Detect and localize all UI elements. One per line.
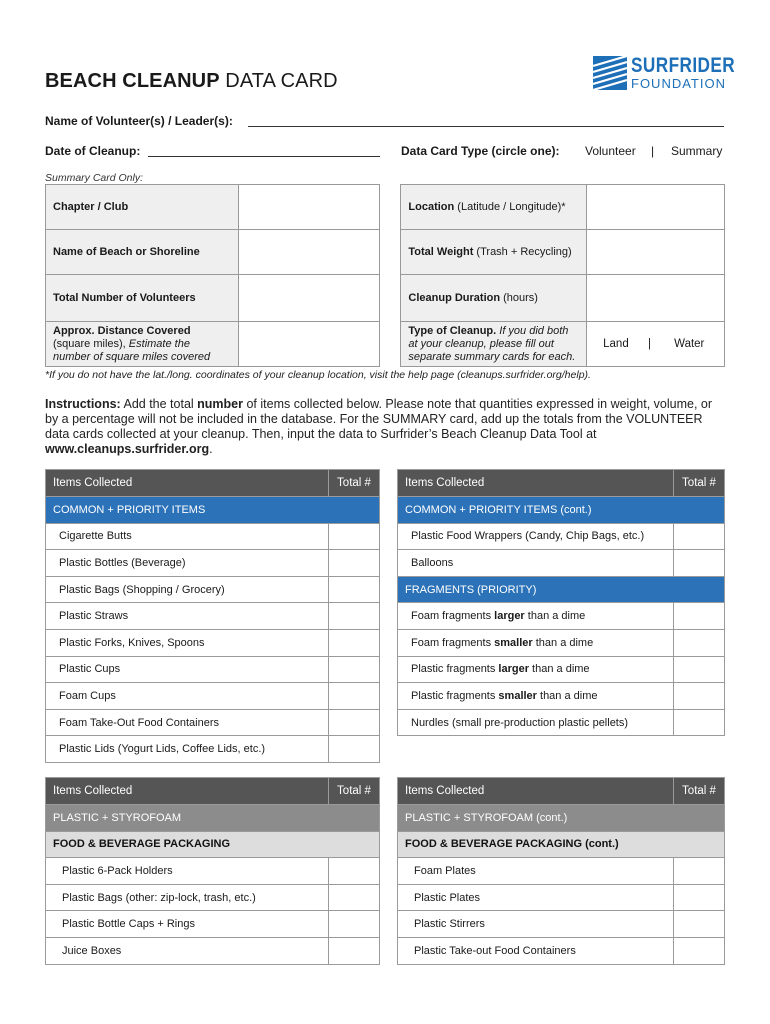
page-title: BEACH CLEANUP DATA CARD xyxy=(45,70,338,92)
total-field[interactable] xyxy=(674,709,725,736)
item-label: Balloons xyxy=(398,550,674,577)
total-field[interactable] xyxy=(329,736,380,763)
item-label: Plastic Bags (Shopping / Grocery) xyxy=(46,576,329,603)
items-table-plastic xyxy=(45,777,380,965)
items-header: Items Collected xyxy=(398,778,674,805)
item-label: Plastic Food Wrappers (Candy, Chip Bags, etc.) xyxy=(398,523,674,550)
category-fragments: FRAGMENTS (PRIORITY) xyxy=(398,576,725,603)
summary-grid xyxy=(45,184,725,367)
item-label: Foam Take-Out Food Containers xyxy=(46,709,329,736)
volunteers-field[interactable] xyxy=(238,275,380,322)
item-label: Nurdles (small pre-production plastic pellets) xyxy=(398,709,674,736)
total-field[interactable] xyxy=(329,858,380,885)
items-header: Items Collected xyxy=(46,778,329,805)
date-label: Date of Cleanup: xyxy=(45,144,141,158)
category-plastic-cont: PLASTIC + STYROFOAM (cont.) xyxy=(398,805,725,832)
item-label: Plastic Lids (Yogurt Lids, Coffee Lids, etc.) xyxy=(46,736,329,763)
beach-label: Name of Beach or Shoreline xyxy=(46,230,239,275)
item-label: Plastic Stirrers xyxy=(398,911,674,938)
total-field[interactable] xyxy=(329,523,380,550)
volunteers-label: Total Number of Volunteers xyxy=(46,275,239,322)
duration-label: Cleanup Duration (hours) xyxy=(401,275,587,322)
item-label: Plastic 6-Pack Holders xyxy=(46,858,329,885)
items-table-plastic-cont xyxy=(397,777,725,965)
footnote: *If you do not have the lat./long. coordinates of your cleanup location, visit the help page (cleanups.surfrider.org/help). xyxy=(45,369,591,381)
distance-field[interactable] xyxy=(238,322,380,367)
category-common-cont: COMMON + PRIORITY ITEMS (cont.) xyxy=(398,497,725,524)
total-field[interactable] xyxy=(329,683,380,710)
beach-field[interactable] xyxy=(238,230,380,275)
item-label: Juice Boxes xyxy=(46,937,329,964)
total-field[interactable] xyxy=(674,523,725,550)
item-label: Plastic fragments smaller than a dime xyxy=(398,683,674,710)
item-label: Plastic Bottle Caps + Rings xyxy=(46,911,329,938)
total-field[interactable] xyxy=(329,656,380,683)
items-table-common-cont xyxy=(397,469,725,736)
item-label: Foam Cups xyxy=(46,683,329,710)
card-type-volunteer[interactable]: Volunteer xyxy=(585,144,636,158)
item-label: Cigarette Butts xyxy=(46,523,329,550)
surfrider-logo xyxy=(593,54,736,94)
surfrider-wave-icon xyxy=(593,56,627,90)
subcategory-food-packaging: FOOD & BEVERAGE PACKAGING xyxy=(46,831,380,858)
location-label: Location (Latitude / Longitude)* xyxy=(401,185,587,230)
cleanup-type-label: Type of Cleanup. If you did both at your cleanup, please fill out separate summary cards for each. xyxy=(401,322,587,367)
logo-wordmark: SURFRIDER xyxy=(631,54,736,77)
item-label: Foam Plates xyxy=(398,858,674,885)
item-label: Plastic Cups xyxy=(46,656,329,683)
land-option[interactable]: Land xyxy=(603,338,629,350)
weight-field[interactable] xyxy=(587,230,725,275)
total-field[interactable] xyxy=(329,603,380,630)
total-field[interactable] xyxy=(329,550,380,577)
total-header: Total # xyxy=(674,778,725,805)
card-type-label: Data Card Type (circle one): xyxy=(401,144,560,158)
item-label: Foam fragments larger than a dime xyxy=(398,603,674,630)
item-label: Plastic Bags (other: zip-lock, trash, etc.) xyxy=(46,884,329,911)
volunteer-name-field[interactable] xyxy=(248,126,724,127)
card-type-divider: | xyxy=(651,144,655,158)
total-field[interactable] xyxy=(674,884,725,911)
item-label: Plastic Bottles (Beverage) xyxy=(46,550,329,577)
chapter-field[interactable] xyxy=(238,185,380,230)
date-field[interactable] xyxy=(148,156,380,157)
data-tool-link[interactable]: www.cleanups.surfrider.org xyxy=(45,442,210,456)
type-divider: | xyxy=(647,338,651,350)
item-label: Plastic Forks, Knives, Spoons xyxy=(46,629,329,656)
items-header: Items Collected xyxy=(46,470,329,497)
summary-only-label: Summary Card Only: xyxy=(45,172,144,184)
logo-subtitle: FOUNDATION xyxy=(631,76,726,91)
total-header: Total # xyxy=(329,778,380,805)
total-field[interactable] xyxy=(674,629,725,656)
card-type-summary[interactable]: Summary xyxy=(671,144,723,158)
total-field[interactable] xyxy=(329,884,380,911)
duration-field[interactable] xyxy=(587,275,725,322)
total-field[interactable] xyxy=(674,603,725,630)
item-label: Plastic Take-out Food Containers xyxy=(398,937,674,964)
items-header: Items Collected xyxy=(398,470,674,497)
total-header: Total # xyxy=(674,470,725,497)
water-option[interactable]: Water xyxy=(674,338,705,350)
total-field[interactable] xyxy=(329,937,380,964)
item-label: Plastic fragments larger than a dime xyxy=(398,656,674,683)
total-field[interactable] xyxy=(329,629,380,656)
total-field[interactable] xyxy=(674,937,725,964)
subcategory-food-packaging-cont: FOOD & BEVERAGE PACKAGING (cont.) xyxy=(398,831,725,858)
category-common: COMMON + PRIORITY ITEMS xyxy=(46,497,380,524)
total-field[interactable] xyxy=(674,550,725,577)
instructions: Instructions: Add the total number of items collected below. Please note that quantities expressed in weight, volume, or by a percentage will not be included in the database. For the SUMMARY card, add up the totals from the VOLUNTEER data cards collected at your cleanup. Then, input the data to Surfrider’s Beach Cleanup Data Tool at www.cleanups.surfrider.org. xyxy=(45,397,713,456)
total-field[interactable] xyxy=(674,858,725,885)
item-label: Plastic Straws xyxy=(46,603,329,630)
category-plastic: PLASTIC + STYROFOAM xyxy=(46,805,380,832)
items-table-common xyxy=(45,469,380,763)
volunteer-label: Name of Volunteer(s) / Leader(s): xyxy=(45,114,233,128)
total-field[interactable] xyxy=(329,576,380,603)
cleanup-type-options xyxy=(587,322,725,367)
chapter-label: Chapter / Club xyxy=(46,185,239,230)
item-label: Foam fragments smaller than a dime xyxy=(398,629,674,656)
item-label: Plastic Plates xyxy=(398,884,674,911)
distance-label: Approx. Distance Covered (square miles), Estimate the number of square miles covered xyxy=(46,322,239,367)
total-field[interactable] xyxy=(674,911,725,938)
location-field[interactable] xyxy=(587,185,725,230)
total-field[interactable] xyxy=(674,683,725,710)
total-field[interactable] xyxy=(674,656,725,683)
weight-label: Total Weight (Trash + Recycling) xyxy=(401,230,587,275)
total-field[interactable] xyxy=(329,709,380,736)
total-header: Total # xyxy=(329,470,380,497)
total-field[interactable] xyxy=(329,911,380,938)
